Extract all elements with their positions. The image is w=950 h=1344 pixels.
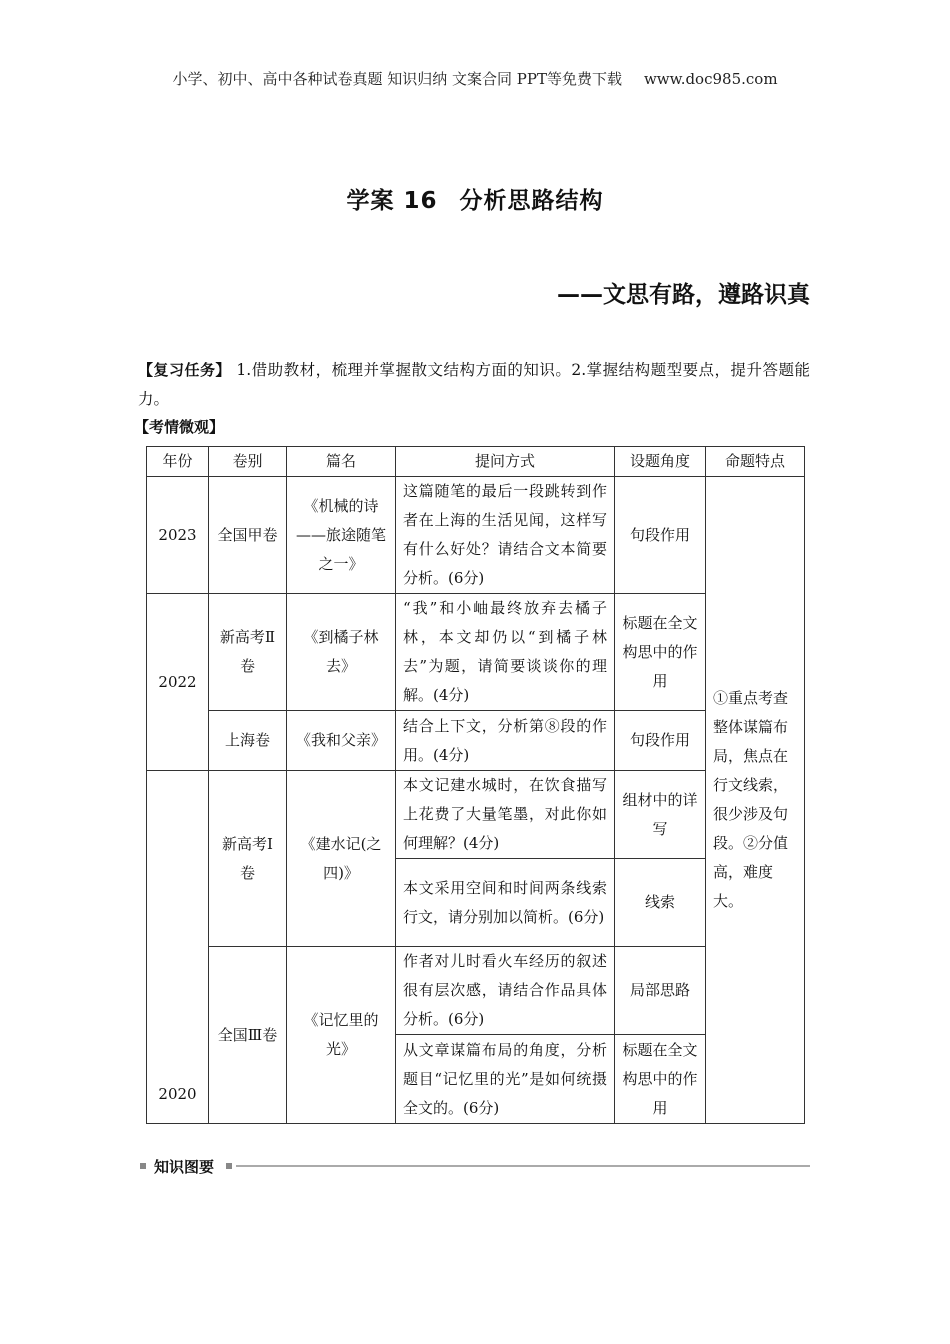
header-year: 年份 xyxy=(147,447,209,477)
cell-angle: 线索 xyxy=(615,859,706,947)
cell-question: 这篇随笔的最后一段跳转到作者在上海的生活见闻，这样写有什么好处？请结合文本简要分析。(6分) xyxy=(396,477,615,594)
cell-paper: 上海卷 xyxy=(209,711,287,771)
page-title xyxy=(0,182,950,215)
cell-piece: 《建水记(之四)》 xyxy=(287,771,396,947)
cell-year: 2022 xyxy=(147,594,209,771)
header-piece: 篇名 xyxy=(287,447,396,477)
section-heading-text: 知识图要 xyxy=(154,1158,215,1176)
table-header-row xyxy=(147,447,805,477)
title-prefix: 学案 16 xyxy=(346,188,438,214)
cell-paper: 全国Ⅲ卷 xyxy=(209,947,287,1124)
cell-piece: 《我和父亲》 xyxy=(287,711,396,771)
cell-angle: 标题在全文构思中的作用 xyxy=(615,1035,706,1124)
review-task xyxy=(138,356,810,414)
cell-piece: 《记忆里的光》 xyxy=(287,947,396,1124)
review-task-label: 【复习任务】 xyxy=(138,361,231,379)
header-question: 提问方式 xyxy=(396,447,615,477)
cell-paper: 新高考Ⅱ卷 xyxy=(209,594,287,711)
header-paper: 卷别 xyxy=(209,447,287,477)
cell-question: “我”和小岫最终放弃去橘子林，本文却仍以“到橘子林去”为题，请简要谈谈你的理解。(4分) xyxy=(396,594,615,711)
cell-question: 从文章谋篇布局的角度，分析题目“记忆里的光”是如何统摄全文的。(6分) xyxy=(396,1035,615,1124)
cell-paper: 新高考Ⅰ卷 xyxy=(209,771,287,947)
square-marker-icon xyxy=(226,1163,232,1169)
cell-question: 本文记建水城时，在饮食描写上花费了大量笔墨，对此你如何理解？(4分) xyxy=(396,771,615,859)
cell-angle: 组材中的详写 xyxy=(615,771,706,859)
title-text: 分析思路结构 xyxy=(459,188,604,214)
section-divider xyxy=(236,1165,810,1167)
cell-angle: 标题在全文构思中的作用 xyxy=(615,594,706,711)
exam-table xyxy=(146,446,805,1124)
exam-overview-label: 【考情微观】 xyxy=(134,418,225,436)
cell-question: 结合上下文，分析第⑧段的作用。(4分) xyxy=(396,711,615,771)
cell-features: ①重点考查整体谋篇布局，焦点在行文线索，很少涉及句段。②分值高，难度大。 xyxy=(706,477,805,1124)
banner-text: 小学、初中、高中各种试卷真题 知识归纳 文案合同 PPT等免费下载 xyxy=(172,70,622,88)
cell-year: 2023 xyxy=(147,477,209,594)
cell-paper: 全国甲卷 xyxy=(209,477,287,594)
banner-url[interactable]: www.doc985.com xyxy=(643,70,778,88)
cell-angle: 句段作用 xyxy=(615,477,706,594)
cell-angle: 句段作用 xyxy=(615,711,706,771)
table-row xyxy=(147,477,805,594)
header-features: 命题特点 xyxy=(706,447,805,477)
cell-question: 本文采用空间和时间两条线索行文，请分别加以简析。(6分) xyxy=(396,859,615,947)
page-banner xyxy=(0,68,950,89)
review-task-text: 1.借助教材，梳理并掌握散文结构方面的知识。2.掌握结构题型要点，提升答题能力。 xyxy=(138,361,810,408)
cell-year: 2020 xyxy=(147,771,209,1124)
section-heading-knowledge xyxy=(140,1156,810,1178)
cell-piece: 《机械的诗——旅途随笔之一》 xyxy=(287,477,396,594)
page-subtitle: ——文思有路，遵路识真 xyxy=(557,282,810,308)
cell-angle: 局部思路 xyxy=(615,947,706,1035)
cell-piece: 《到橘子林去》 xyxy=(287,594,396,711)
cell-question: 作者对儿时看火车经历的叙述很有层次感，请结合作品具体分析。(6分) xyxy=(396,947,615,1035)
square-marker-icon xyxy=(140,1163,146,1169)
header-angle: 设题角度 xyxy=(615,447,706,477)
